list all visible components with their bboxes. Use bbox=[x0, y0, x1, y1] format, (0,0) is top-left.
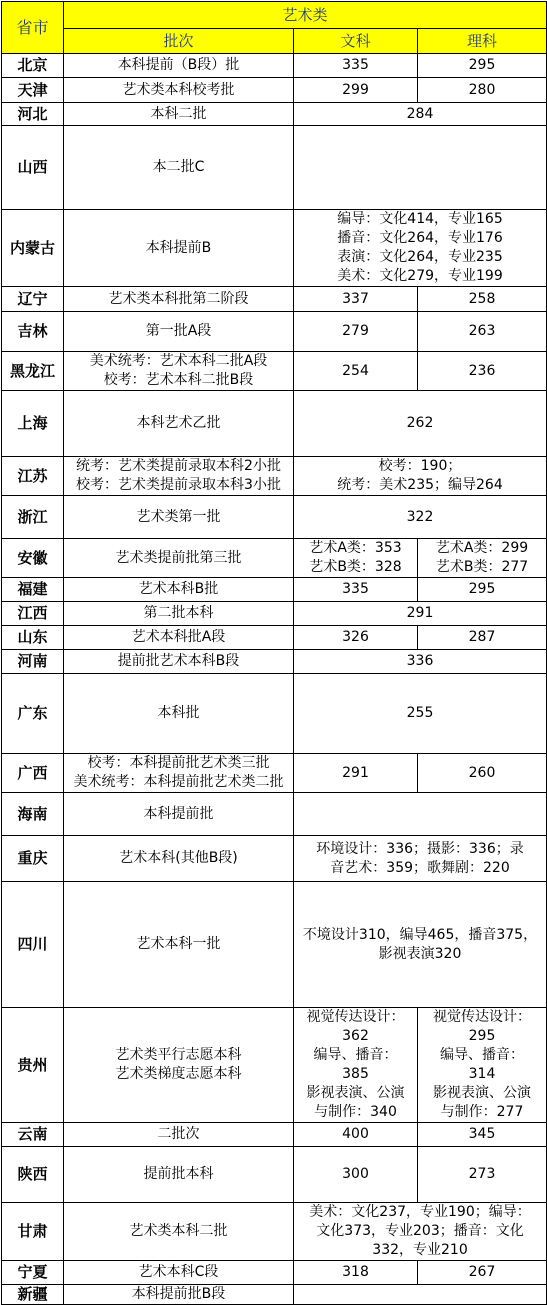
batch-cell: 本科艺术乙批 bbox=[64, 391, 294, 457]
batch-cell: 艺术本科(其他B段) bbox=[64, 836, 294, 882]
batch-cell: 提前批艺术本科B段 bbox=[64, 650, 294, 674]
table-row bbox=[2, 539, 547, 578]
province-cell: 广西 bbox=[2, 754, 64, 793]
batch-cell: 艺术本科一批 bbox=[64, 882, 294, 1008]
like-score-cell: 345 bbox=[418, 1123, 547, 1147]
table-row bbox=[2, 674, 547, 754]
cell-line: 艺术类梯度志愿本科 bbox=[115, 1066, 242, 1082]
province-cell: 河北 bbox=[2, 103, 64, 126]
like-score-cell: 280 bbox=[418, 78, 547, 103]
batch-cell: 本科二批 bbox=[64, 103, 294, 126]
batch-cell: 本科提前B bbox=[64, 210, 294, 287]
table-row bbox=[2, 391, 547, 457]
table-row bbox=[2, 602, 547, 626]
wenke-score-cell: 291 bbox=[294, 754, 418, 793]
province-cell: 上海 bbox=[2, 391, 64, 457]
score-cell: 336 bbox=[294, 650, 547, 674]
cell-line: 编导、播音： bbox=[440, 1047, 524, 1063]
score-cell bbox=[294, 126, 547, 210]
score-cell: 262 bbox=[294, 391, 547, 457]
province-cell: 广东 bbox=[2, 674, 64, 754]
cell-line: 与制作：277 bbox=[440, 1104, 524, 1120]
like-score-cell: 295 bbox=[418, 578, 547, 602]
cell-line: 美术统考：艺术本科二批A段 bbox=[89, 353, 268, 369]
wenke-score-cell: 335 bbox=[294, 54, 418, 78]
wenke-score-cell: 337 bbox=[294, 287, 418, 312]
batch-cell: 艺术类本科二批 bbox=[64, 1203, 294, 1261]
like-header: 理科 bbox=[418, 29, 547, 54]
province-cell: 宁夏 bbox=[2, 1261, 64, 1285]
batch-cell: 第一批A段 bbox=[64, 312, 294, 352]
table-row bbox=[2, 210, 547, 287]
wenke-score-cell: 300 bbox=[294, 1147, 418, 1203]
province-cell: 四川 bbox=[2, 882, 64, 1008]
score-cell: 322 bbox=[294, 496, 547, 539]
like-score-cell bbox=[418, 539, 547, 578]
like-score-cell: 273 bbox=[418, 1147, 547, 1203]
province-cell: 重庆 bbox=[2, 836, 64, 882]
province-cell: 云南 bbox=[2, 1123, 64, 1147]
table-row bbox=[2, 457, 547, 496]
cell-line: 美术：文化237，专业190；编导： bbox=[309, 1204, 531, 1220]
cell-line: 不境设计310，编导465，播音375， bbox=[302, 926, 538, 943]
table-row bbox=[2, 496, 547, 539]
score-cell bbox=[294, 793, 547, 836]
table-row bbox=[2, 882, 547, 1008]
province-cell: 内蒙古 bbox=[2, 210, 64, 287]
province-cell: 天津 bbox=[2, 78, 64, 103]
batch-cell: 本二批C bbox=[64, 126, 294, 210]
table-row bbox=[2, 626, 547, 650]
cell-line: 视觉传达设计： bbox=[306, 1009, 405, 1025]
cell-line: 295 bbox=[468, 1028, 496, 1044]
cell-line: 艺术B类：328 bbox=[309, 559, 402, 575]
score-cell: 255 bbox=[294, 674, 547, 754]
batch-cell bbox=[64, 754, 294, 793]
table-row bbox=[2, 578, 547, 602]
cell-line: 314 bbox=[468, 1066, 496, 1082]
wenke-score-cell bbox=[294, 539, 418, 578]
cell-line: 编导：文化414，专业165 bbox=[337, 211, 503, 227]
table-row bbox=[2, 650, 547, 674]
like-score-cell: 236 bbox=[418, 352, 547, 391]
batch-cell: 艺术类第一批 bbox=[64, 496, 294, 539]
batch-cell: 艺术本科B批 bbox=[64, 578, 294, 602]
province-cell: 黑龙江 bbox=[2, 352, 64, 391]
province-cell: 山东 bbox=[2, 626, 64, 650]
batch-cell bbox=[64, 352, 294, 391]
wenke-score-cell: 254 bbox=[294, 352, 418, 391]
table-row bbox=[2, 54, 547, 78]
wenke-score-cell: 400 bbox=[294, 1123, 418, 1147]
cell-line: 影视表演320 bbox=[378, 945, 462, 962]
batch-cell: 二批次 bbox=[64, 1123, 294, 1147]
cell-line: 播音：文化264，专业176 bbox=[337, 230, 503, 246]
cell-line: 音艺术：359；歌舞剧：220 bbox=[330, 859, 510, 876]
cell-line: 统考：美术235；编导264 bbox=[337, 477, 503, 493]
province-cell: 安徽 bbox=[2, 539, 64, 578]
wenke-header: 文科 bbox=[294, 29, 418, 54]
table-row bbox=[2, 836, 547, 882]
batch-cell bbox=[64, 1008, 294, 1123]
cell-line: 385 bbox=[342, 1066, 369, 1082]
cell-line: 编导、播音： bbox=[313, 1047, 398, 1063]
score-cell bbox=[294, 210, 547, 287]
batch-cell: 艺术类本科批第二阶段 bbox=[64, 287, 294, 312]
cell-line: 362 bbox=[342, 1028, 369, 1044]
score-cell bbox=[294, 882, 547, 1008]
category-header: 艺术类 bbox=[64, 2, 547, 29]
like-score-cell: 260 bbox=[418, 754, 547, 793]
batch-header: 批次 bbox=[64, 29, 294, 54]
province-cell: 甘肃 bbox=[2, 1203, 64, 1261]
score-cell bbox=[294, 1203, 547, 1261]
cell-line: 332，专业210 bbox=[372, 1242, 468, 1258]
table-row bbox=[2, 754, 547, 793]
table-row bbox=[2, 1261, 547, 1285]
wenke-score-cell: 318 bbox=[294, 1261, 418, 1285]
batch-cell: 本科批 bbox=[64, 674, 294, 754]
province-cell: 浙江 bbox=[2, 496, 64, 539]
province-cell: 山西 bbox=[2, 126, 64, 210]
province-cell: 贵州 bbox=[2, 1008, 64, 1123]
province-cell: 新疆 bbox=[2, 1285, 64, 1305]
score-cell bbox=[294, 1285, 547, 1305]
score-cell bbox=[294, 836, 547, 882]
art-admission-table bbox=[1, 1, 547, 1305]
like-score-cell: 287 bbox=[418, 626, 547, 650]
cell-line: 校考：本科提前批艺术类三批 bbox=[87, 755, 270, 771]
table-row bbox=[2, 1008, 547, 1123]
table-row bbox=[2, 126, 547, 210]
cell-line: 校考：190； bbox=[378, 458, 462, 474]
score-cell bbox=[294, 457, 547, 496]
province-cell: 吉林 bbox=[2, 312, 64, 352]
batch-cell: 本科提前批B段 bbox=[64, 1285, 294, 1305]
batch-cell: 艺术类本科校考批 bbox=[64, 78, 294, 103]
cell-line: 校考：艺术类提前录取本科3小批 bbox=[76, 477, 281, 493]
batch-cell: 艺术本科批A段 bbox=[64, 626, 294, 650]
wenke-score-cell: 335 bbox=[294, 578, 418, 602]
province-cell: 福建 bbox=[2, 578, 64, 602]
batch-cell: 艺术类提前批第三批 bbox=[64, 539, 294, 578]
header-row-2 bbox=[2, 29, 547, 54]
cell-line: 文化373，专业203；播音：文化 bbox=[316, 1223, 524, 1239]
like-score-cell: 295 bbox=[418, 54, 547, 78]
province-header: 省市 bbox=[2, 2, 64, 54]
table-row bbox=[2, 103, 547, 126]
table-row bbox=[2, 793, 547, 836]
cell-line: 环境设计：336；摄影：336；录 bbox=[316, 840, 524, 857]
province-cell: 辽宁 bbox=[2, 287, 64, 312]
score-cell: 284 bbox=[294, 103, 547, 126]
batch-cell bbox=[64, 457, 294, 496]
cell-line: 校考：艺术本科二批B段 bbox=[103, 372, 254, 388]
cell-line: 统考：艺术类提前录取本科2小批 bbox=[76, 458, 281, 474]
province-cell: 北京 bbox=[2, 54, 64, 78]
score-cell: 291 bbox=[294, 602, 547, 626]
cell-line: 与制作：340 bbox=[314, 1104, 397, 1120]
cell-line: 美术统考：本科提前批艺术类二批 bbox=[73, 774, 284, 790]
table-row bbox=[2, 312, 547, 352]
province-cell: 河南 bbox=[2, 650, 64, 674]
batch-cell: 本科提前（B段）批 bbox=[64, 54, 294, 78]
cell-line: 影视表演、公演 bbox=[306, 1085, 405, 1101]
wenke-score-cell: 299 bbox=[294, 78, 418, 103]
batch-cell: 提前批本科 bbox=[64, 1147, 294, 1203]
table-row bbox=[2, 287, 547, 312]
cell-line: 艺术类平行志愿本科 bbox=[115, 1047, 242, 1063]
cell-line: 艺术B类：277 bbox=[435, 559, 529, 575]
province-cell: 江西 bbox=[2, 602, 64, 626]
province-cell: 江苏 bbox=[2, 457, 64, 496]
cell-line: 美术：文化279，专业199 bbox=[337, 268, 503, 284]
like-score-cell: 263 bbox=[418, 312, 547, 352]
cell-line: 影视表演、公演 bbox=[433, 1085, 531, 1101]
province-cell: 海南 bbox=[2, 793, 64, 836]
table-row bbox=[2, 1123, 547, 1147]
wenke-score-cell: 279 bbox=[294, 312, 418, 352]
table-row bbox=[2, 1203, 547, 1261]
cell-line: 表演：文化264，专业235 bbox=[337, 249, 503, 265]
batch-cell: 第二批本科 bbox=[64, 602, 294, 626]
like-score-cell: 267 bbox=[418, 1261, 547, 1285]
table-row bbox=[2, 1285, 547, 1305]
province-cell: 陕西 bbox=[2, 1147, 64, 1203]
like-score-cell bbox=[418, 1008, 547, 1123]
wenke-score-cell bbox=[294, 1008, 418, 1123]
cell-line: 艺术A类：353 bbox=[309, 540, 402, 556]
batch-cell: 本科提前批 bbox=[64, 793, 294, 836]
like-score-cell: 258 bbox=[418, 287, 547, 312]
cell-line: 艺术A类：299 bbox=[435, 540, 529, 556]
table-row bbox=[2, 352, 547, 391]
table-row bbox=[2, 78, 547, 103]
header-row-1 bbox=[2, 2, 547, 29]
batch-cell: 艺术本科C段 bbox=[64, 1261, 294, 1285]
wenke-score-cell: 326 bbox=[294, 626, 418, 650]
cell-line: 视觉传达设计： bbox=[433, 1009, 531, 1025]
